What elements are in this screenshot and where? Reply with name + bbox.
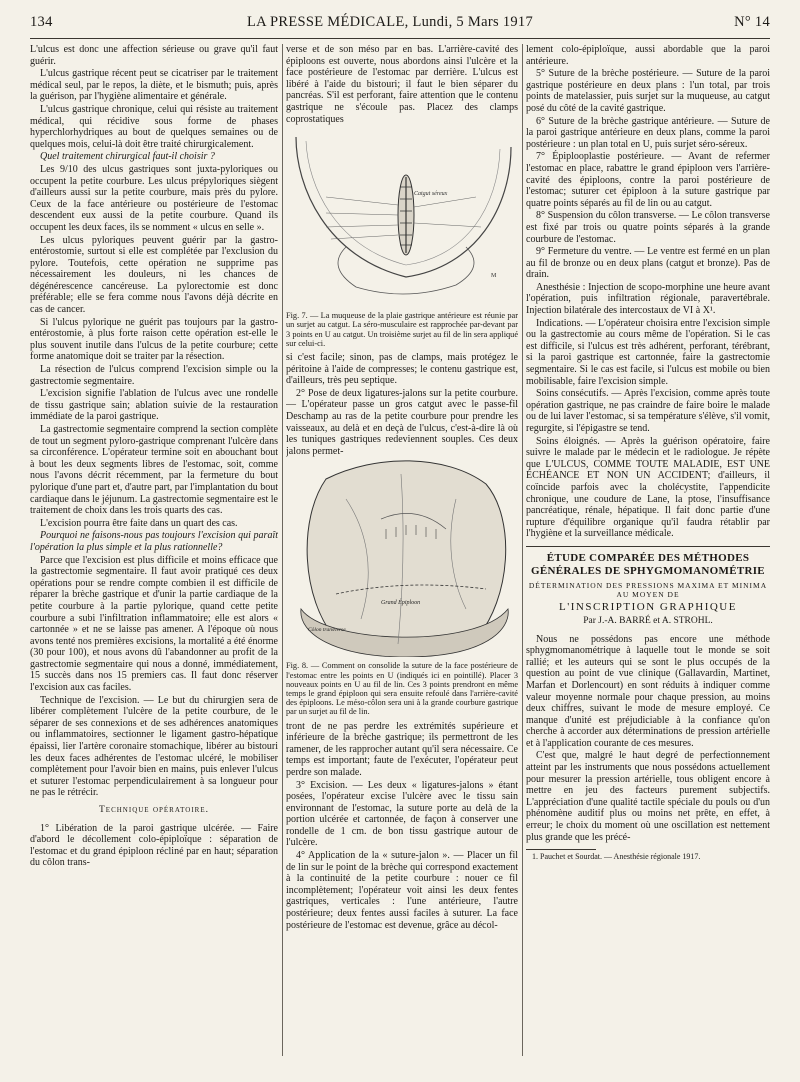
paragraph: verse et de son méso par en bas. L'arrière-cavité des épiploons est ouverte, nous abordons ainsi l'ulcère et la face postérieure de l'estomac par derrière. L'ulcus est libéré à l'aide du bistouri; il faut le bien séparer du pancréas. S'il est perforant, faire attention que le contenu gastrique ne s'écoule pas. Placez des clamps coprostatiques [286,44,518,125]
column-2 [286,44,518,1056]
paragraph-question: Quel traitement chirurgical faut-il choisir ? [40,151,215,163]
paragraph: Anesthésie : Injection de scopo-morphine une heure avant l'opération, puis infiltration régionale, paravertébrale. Injection bilatérale des intercostaux de VI à X¹. [526,281,770,317]
paragraph: Si l'ulcus pylorique ne guérit pas toujours par la gastro-entérostomie, à plus forte raison cette opération est-elle le plus souvent inutile dans l'ulcus de la petite courbure; cette forme anatomique doit se traiter par la résection. [30,316,278,363]
figure-label: Catgut séreux [414,191,448,198]
paragraph: Indications. — L'opérateur choisira entre l'excision simple ou la gastrectomie au cours même de l'opération. Si le cas est difficile, si l'ulcus est très adhérent, perforant, térébrant, si la paroi gastrique est cartonnée, faire la gastrectomie segmentaire. Si le cas est facile, si l'ulcus est mobile ou bien mobilisable, faire l'excision simple. [526,317,770,387]
figure-label: Côlon transverse [308,627,346,634]
paragraph: 9° Fermeture du ventre. — Le ventre est fermé en un plan au fil de bronze ou en deux plans (catgut et bronze). Pas de drain. [526,246,770,281]
paragraph: 7° Épiplooplastie postérieure. — Avant de refermer l'estomac en place, rabattre le grand épiploon vers l'arrière-cavité des épiploons, contre la paroi postérieure de l'estomac; suturer cet épiploon à la suture gastrique par quatre points séparés au fil de lin ou au catgut. [526,151,770,209]
paragraph: La résection de l'ulcus comprend l'excision simple ou la gastrectomie segmentaire. [30,364,278,387]
column-divider [522,44,523,1056]
figure-7-caption: Fig. 7. — La muqueuse de la plaie gastrique antérieure est réunie par un surjet au catgut. La séro-musculaire est rapprochée par-devant par 3 points en U au catgut. Un troisième surjet au fil de lin sera appliqué sur celui-ci. [286,311,518,348]
footnote: 1. Pauchet et Sourdat. — Anesthésie régionale 1917. [532,852,701,862]
paragraph-question: Pourquoi ne faisons-nous pas toujours l'excision qui paraît l'opération la plus simple et la plus rationnelle? [30,530,278,553]
paragraph: L'ulcus gastrique chronique, celui qui résiste au traitement médical, qui récidive sous forme de phases hyperchlorhydriques au bout de quelques semaines ou de quelques mois, celui-là doit être traité chirurgicalement. [30,103,278,150]
paragraph: 8° Suspension du côlon transverse. — Le côlon transverse est fixé par trois ou quatre points séparés à la grande courbure de l'estomac. [526,210,770,245]
page-number: 134 [30,14,53,30]
article-subtitle-2: L'INSCRIPTION GRAPHIQUE [559,600,737,613]
paragraph: 1° Libération de la paroi gastrique ulcérée. — Faire d'abord le décollement colo-épiploïque : séparation de l'estomac et du grand épiploon récliné par en haut; séparation du côlon trans- [30,822,278,869]
figure-8-caption: Fig. 8. — Comment on consolide la suture de la face postérieure de l'estomac entre les points en U (indiqués ici en pointillé). Placer 3 nouveaux points en U au fil de lin. Ces 3 points prendront en même temps le grand épiploon qui sera ensuite refoulé dans l'arrière-cavité des épiploons. Le méso-côlon sera uni à la grande courbure gastrique par un surjet au fil de lin. [286,661,518,717]
paragraph: 5° Suture de la brèche postérieure. — Suture de la paroi gastrique postérieure en deux plans : l'un total, par trois points de matelassier, puis surjet sur la muqueuse, au catgut posé du côté de la cavité gastrique. [526,68,770,114]
paragraph: 4° Application de la « suture-jalon ». — Placer un fil de lin sur le point de la brèche qui correspond exactement à la continuité de la petite courbure : nouer ce fil incomplètement; l'opérateur voit ainsi les deux fentes gastriques, verticales : l'une antérieure, l'autre postérieure; deux fentes aussi faciles à suturer. La face postérieure de l'estomac est devenue, grâce au décol- [286,850,518,931]
paragraph: La gastrectomie segmentaire comprend la section complète de tout un segment pyloro-gastrique comprenant l'ulcère dans sa circonférence. L'opérateur termine soit en abouchant bout à bout les deux segments libres de l'estomac, soit, comme nous l'avons décrit récemment, par la fermeture du bout pylorique d'une part et, d'autre part, par l'implantation du bout cardiaque dans le jéjunum. La gastrectomie segmentaire est le traitement de choix dans les trois quarts des cas. [30,424,278,517]
issue-number: N° 14 [734,14,770,30]
paragraph: L'ulcus gastrique récent peut se cicatriser par le traitement médical seul, par le repos, la diète, et le bismuth; puis, après la guérison, par l'hygiène alimentaire et générale. [30,68,278,103]
paragraph: Parce que l'excision est plus difficile et moins efficace que la gastrectomie segmentaire. Il faut avoir pratiqué ces deux opérations pour se rendre compte combien il est difficile de réparer la brèche gastrique et d'unir la partie cardiaque de la petite courbure à la partie pylorique, quand cette petite courbure a subi l'infiltration inflammatoire; elle est alors « cartonnée » et ne se laisse pas amener. A l'époque où nous avons tenté nos premières excisions, la mortalité a été énorme (30 pour 100), et nous avons dû l'abandonner au profit de la gastrectomie segmentaire qui nous a donné, immédiatement, 15 succès dans nos 15 premiers cas. Il faut donc réserver l'excision aux cas faciles. [30,554,278,694]
figure-label: M [491,273,497,280]
paragraph: Soins consécutifs. — Après l'excision, comme après toute opération gastrique, ne pas craindre de faire boire le malade ou de lui laver l'estomac, si sa température s'élève, s'il vomit, regurgite, si l'épigastre se tend. [526,388,770,434]
figure-label: Grand Épiploon [381,600,421,607]
paragraph: si c'est facile; sinon, pas de clamps, mais protégez le péritoine à l'aide de compresses; le contenu gastrique est, d'ailleurs, très peu septique. [286,351,518,387]
article-rule [526,546,770,547]
paragraph: L'excision pourra être faite dans un quart des cas. [40,517,238,529]
column-1 [30,44,278,1056]
paragraph: Technique de l'excision. — Le but du chirurgien sera de libérer complètement l'ulcère de la petite courbure, de le séparer de ses connexions et de ses adhérences anatomiques ou inflammatoires, sectionner le ligament gastro-hépatique épaissi, lier l'artère coronaire stomachique, libérer au bistouri les deux faces adhérentes de l'estomac ulcéré, le mobiliser complètement pour l'avoir bien en mains, puis enlever l'ulcus et suturer l'estomac perpendiculairement à sa longueur pour ne pas le rétrécir. [30,694,278,799]
paragraph: C'est que, malgré le haut degré de perfectionnement atteint par les instruments que nous possédons actuellement pour mesurer la pression artérielle, tous obligent encore à mettre en jeu des facteurs purement subjectifs. L'appréciation d'une qualité tactile spéciale du pouls ou d'un phénomène auditif plus ou moins net prête, en effet, à erreur; le choix du moment où une oscillation est nettement plus grande que les précé- [526,750,770,843]
masthead-title: LA PRESSE MÉDICALE, Lundi, 5 Mars 1917 [246,14,534,30]
article-subtitle: DÉTERMINATION DES PRESSIONS MAXIMA ET MINIMA AU MOYEN DE [528,580,768,599]
paragraph: tront de ne pas perdre les extrémités supérieure et inférieure de la brèche gastrique; ils permettront de les ramener, de les rapprocher autant qu'il sera nécessaire. Ce temps est important; faute de l'exécuter, l'opérateur peut perdre son malade. [286,720,518,778]
paragraph: Les ulcus pyloriques peuvent guérir par la gastro-entérostomie, surtout si elle est complétée par l'exclusion du pylore. Toutefois, cette opération ne supprime pas nécessairement les douleurs, ni les chances de dégénérescence cancéreuse. La pylorectomie est donc préférable; elle se fera comme nous l'avons déjà décrite en cas de cancer. [30,234,278,316]
page-header [30,14,770,36]
paragraph: L'excision signifie l'ablation de l'ulcus avec une rondelle de tissu gastrique sain; ablation suivie de la restauration immédiate de la paroi gastrique. [30,388,278,423]
column-3 [526,44,770,1056]
paragraph: Les 9/10 des ulcus gastriques sont juxta-pyloriques ou occupent la petite courbure. Les ulcus prépyloriques siègent d'ailleurs aussi sur la petite courbure, mais près du pylore. Ceux de la face antérieure ou postérieure de l'estomac descendent eux aussi de la petite courbure. Quand ils occupent les deux faces, ils se nomment « ulcus en selle ». [30,163,278,233]
header-rule [30,38,770,39]
column-divider [282,44,283,1056]
footnote-rule [526,849,596,850]
paragraph: L'ulcus est donc une affection sérieuse ou grave qu'il faut guérir. [30,44,278,67]
article-title: ÉTUDE COMPARÉE DES MÉTHODES GÉNÉRALES DE SPHYGMOMANOMÉTRIE [531,551,765,577]
figure-8 [286,459,518,657]
section-title: Technique opératoire. [99,805,209,815]
figure-7-illustration [286,127,518,307]
figure-7 [286,127,518,307]
paragraph: 3° Excision. — Les deux « ligatures-jalons » étant posées, l'opérateur excise l'ulcère avec le tissu sain environnant de l'estomac, la suture porte au delà de la portion ulcérée et cartonnée, de façon à conserver une rondelle de 1 cm. de bon tissu gastrique autour de l'ulcère. [286,779,518,849]
article-authors: Par J.-A. BARRÉ et A. STROHL. [583,615,713,626]
paragraph: lement colo-épiploïque, aussi abordable que la paroi antérieure. [526,44,770,67]
paragraph: Soins éloignés. — Après la guérison opératoire, faire suivre le malade par le médecin et le radiologue. Je répète que L'ULCUS, COMME TOUTE MALADIE, EST UNE ÉCHÉANCE ET NON UN ACCIDENT; d'ailleurs, il coïncide parfois avec la cholécystite, l'appendicite chronique, une coudure de Lane, la ptose, l'insuffisance pancréatique, rénale, hépatique. Il fait donc partie d'une rupture d'équilibre organique qu'il faudra rétablir par l'hygiène et la surveillance médicale. [526,435,770,540]
paragraph: 6° Suture de la brèche gastrique antérieure. — Suture de la paroi gastrique antérieure en deux plans, comme la paroi postérieure : un plan total en U, puis surjet séro-séreux. [526,115,770,150]
figure-8-illustration [286,459,518,657]
paragraph: 2° Pose de deux ligatures-jalons sur la petite courbure. — L'opérateur passe un gros catgut avec le passe-fil Deschamp au ras de la petite courbure pour prendre les vaisseaux, au delà et en deçà de l'ulcus, c'est-à-dire là où les tuniques gastriques redeviennent souples. Ces deux jalons permet- [286,387,518,457]
paragraph: Nous ne possédons pas encore une méthode sphygmomanométrique à laquelle tout le monde se soit rallié; et les auteurs qui se sont le plus occupés de la question au point de vue clinique (Gallavardin, Martinet, Marfan et Dorlencourt) en sont réduits à indiquer comme valeur moyenne normale pour chaque pression, au moins deux chiffres, suivant le mode de mesure employé. Ce manque d'unité est préjudiciable à la confiance qu'on cherche à accorder aux déterminations de pression artérielle et à l'application courante de ces mesures. [526,633,770,749]
